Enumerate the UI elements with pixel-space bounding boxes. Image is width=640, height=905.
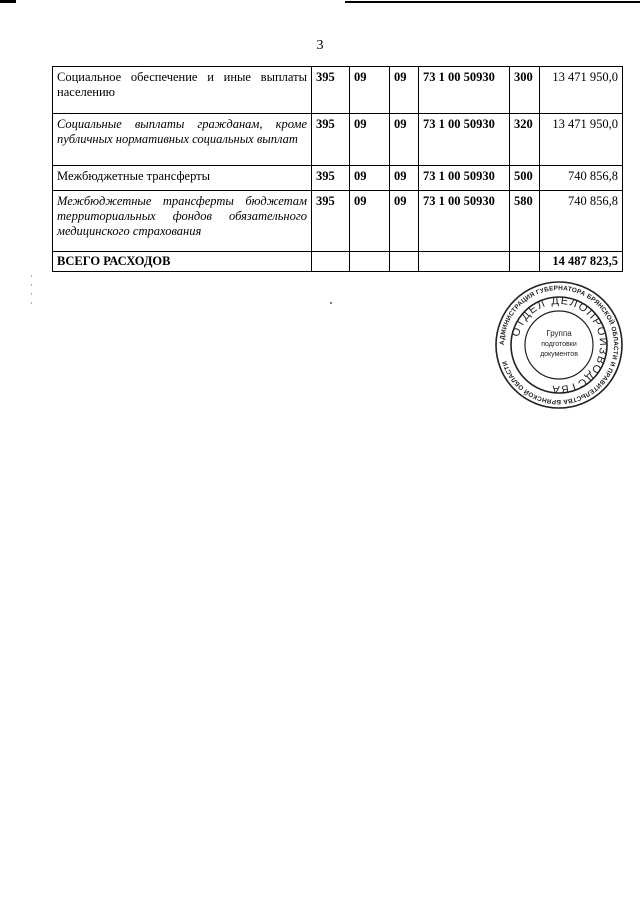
row-gr: 395 <box>312 166 350 191</box>
row-pr: 09 <box>390 67 419 114</box>
empty-cell <box>390 252 419 272</box>
total-label: ВСЕГО РАСХОДОВ <box>53 252 312 272</box>
row-gr: 395 <box>312 191 350 252</box>
scan-dot <box>330 302 332 304</box>
row-vr: 320 <box>510 114 540 166</box>
row-csr: 73 1 00 50930 <box>419 67 510 114</box>
empty-cell <box>419 252 510 272</box>
stamp-center-line3: документов <box>540 351 578 358</box>
table-row <box>53 191 623 252</box>
expenditure-table <box>52 66 623 272</box>
table-row <box>53 114 623 166</box>
row-name: Социальное обеспечение и иные выплаты населению <box>53 67 312 114</box>
row-name: Межбюджетные трансферты <box>53 166 312 191</box>
row-amount: 740 856,8 <box>540 166 623 191</box>
row-amount: 13 471 950,0 <box>540 114 623 166</box>
row-csr: 73 1 00 50930 <box>419 114 510 166</box>
row-vr: 500 <box>510 166 540 191</box>
row-rz: 09 <box>350 67 390 114</box>
row-amount: 740 856,8 <box>540 191 623 252</box>
row-csr: 73 1 00 50930 <box>419 191 510 252</box>
margin-marks: · · · · <box>30 271 33 308</box>
row-rz: 09 <box>350 191 390 252</box>
table-row <box>53 166 623 191</box>
empty-cell <box>510 252 540 272</box>
row-gr: 395 <box>312 114 350 166</box>
stamp-center-line1: Группа <box>546 329 572 338</box>
row-gr: 395 <box>312 67 350 114</box>
row-csr: 73 1 00 50930 <box>419 166 510 191</box>
table-row <box>53 67 623 114</box>
empty-cell <box>350 252 390 272</box>
top-rule-right <box>345 1 640 3</box>
row-name: Социальные выплаты гражданам, кроме публичных нормативных социальных выплат <box>53 114 312 166</box>
row-amount: 13 471 950,0 <box>540 67 623 114</box>
row-name: Межбюджетные трансферты бюджетам территориальных фондов обязательного медицинского страхования <box>53 191 312 252</box>
row-vr: 300 <box>510 67 540 114</box>
row-vr: 580 <box>510 191 540 252</box>
row-rz: 09 <box>350 114 390 166</box>
total-amount: 14 487 823,5 <box>540 252 623 272</box>
row-pr: 09 <box>390 166 419 191</box>
row-pr: 09 <box>390 114 419 166</box>
empty-cell <box>312 252 350 272</box>
row-rz: 09 <box>350 166 390 191</box>
stamp-inner-text: ОТДЕЛ ДЕЛОПРОИЗВОДСТВА <box>509 294 610 396</box>
top-rule-left <box>0 0 16 3</box>
page-number: 3 <box>316 38 324 53</box>
stamp-center-line2: подготовки <box>541 341 577 348</box>
total-row <box>53 252 623 272</box>
stamp-outer-text: АДМИНИСТРАЦИЯ ГУБЕРНАТОРА БРЯНСКОЙ ОБЛАСТИ И ПРАВИТЕЛЬСТВА БРЯНСКОЙ ОБЛАСТИ <box>498 284 620 406</box>
office-stamp <box>494 280 624 410</box>
row-pr: 09 <box>390 191 419 252</box>
